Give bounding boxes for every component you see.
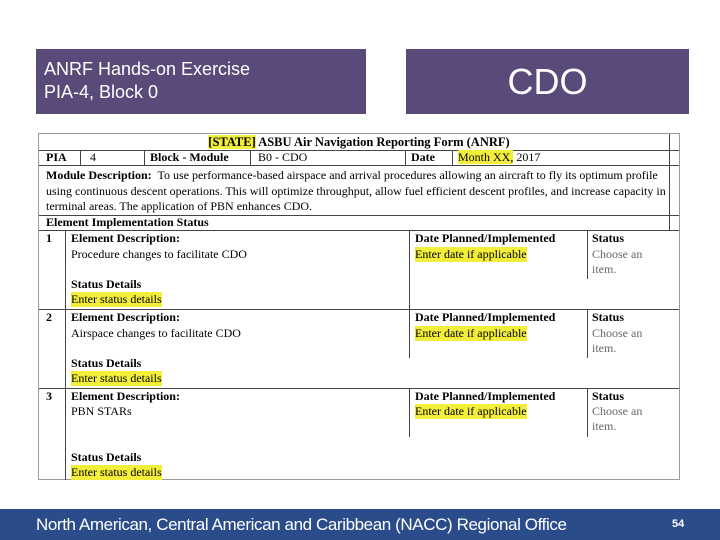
col-divider (80, 150, 81, 165)
slide-title-line2: PIA-4, Block 0 (44, 82, 159, 102)
col-divider (250, 150, 251, 165)
date-label: Date (411, 150, 435, 164)
page-number: 54 (672, 518, 685, 530)
module-description-text[interactable]: To use performance-based airspace and arrival procedures allowing an aircraft to fly its optimum profile using continuous descent operations. This will optimize throughput, allow fuel efficient descent profiles, and increase capacity in terminal areas. The application of PBN enhances CDO. (46, 168, 666, 213)
implementation-status-label: Element Implementation Status (46, 215, 209, 229)
status-label: Status (592, 310, 625, 324)
status-value-line2: item. (592, 419, 617, 433)
status-details-value[interactable]: Enter status details (71, 465, 162, 479)
footer-text: North American, Central American and Caribbean (NACC) Regional Office (36, 515, 567, 534)
slide-title-box (36, 49, 366, 114)
date-planned-label: Date Planned/Implemented (415, 310, 556, 324)
status-label: Status (592, 231, 625, 245)
status-dropdown[interactable] (592, 247, 642, 277)
block-module-value[interactable]: B0 - CDO (258, 150, 308, 164)
status-details-label: Status Details (71, 356, 142, 370)
form-title (39, 135, 679, 150)
date-planned-label: Date Planned/Implemented (415, 389, 556, 403)
status-label: Status (592, 389, 625, 403)
form-title-text: ASBU Air Navigation Reporting Form (ANRF) (255, 135, 510, 149)
slide-title-line1: ANRF Hands-on Exercise (44, 59, 251, 79)
element-number: 2 (46, 310, 52, 324)
element-description-label: Element Description: (71, 310, 180, 324)
block-module-label: Block - Module (150, 150, 229, 164)
status-value-line1: Choose an (592, 247, 643, 261)
slide-heading: CDO (507, 60, 588, 102)
row-divider (39, 150, 679, 151)
slide-heading-box (406, 49, 689, 114)
status-details-label: Status Details (71, 450, 142, 464)
col-divider (409, 309, 410, 358)
col-divider (587, 309, 588, 358)
status-details-label: Status Details (71, 277, 142, 291)
date-planned-value[interactable]: Enter date if applicable (415, 404, 527, 418)
row-divider (39, 165, 679, 166)
date-planned-value[interactable]: Enter date if applicable (415, 326, 527, 340)
pia-value[interactable]: 4 (90, 150, 96, 164)
element-description-value[interactable]: Procedure changes to facilitate CDO (71, 247, 247, 261)
status-value-line1: Choose an (592, 404, 643, 418)
col-divider (587, 388, 588, 437)
status-details-value[interactable]: Enter status details (71, 371, 162, 385)
status-dropdown[interactable] (592, 404, 642, 434)
status-dropdown[interactable] (592, 326, 642, 356)
anrf-form (38, 133, 680, 480)
status-details-value[interactable]: Enter status details (71, 292, 162, 306)
col-divider (587, 230, 588, 279)
element-number: 3 (46, 389, 52, 403)
footer-bar (0, 509, 720, 540)
date-planned-label: Date Planned/Implemented (415, 231, 556, 245)
form-title-state[interactable]: [STATE] (208, 135, 256, 149)
element-description-value[interactable]: Airspace changes to facilitate CDO (71, 326, 241, 340)
pia-label: PIA (46, 150, 67, 164)
date-planned-value[interactable]: Enter date if applicable (415, 247, 527, 261)
status-value-line1: Choose an (592, 326, 643, 340)
col-divider (144, 150, 145, 165)
status-value-line2: item. (592, 262, 617, 276)
col-divider (65, 230, 66, 480)
module-description-label: Module Description: (46, 168, 152, 182)
element-description-value[interactable]: PBN STARs (71, 404, 132, 418)
date-year: 2017 (513, 150, 541, 164)
module-description (46, 168, 674, 215)
element-number: 1 (46, 231, 52, 245)
element-description-label: Element Description: (71, 389, 180, 403)
date-value: Month XX, (458, 150, 514, 164)
status-value-line2: item. (592, 341, 617, 355)
col-divider (452, 150, 453, 165)
col-divider (409, 388, 410, 437)
col-divider (405, 150, 406, 165)
element-description-label: Element Description: (71, 231, 180, 245)
date-field[interactable] (458, 150, 540, 165)
